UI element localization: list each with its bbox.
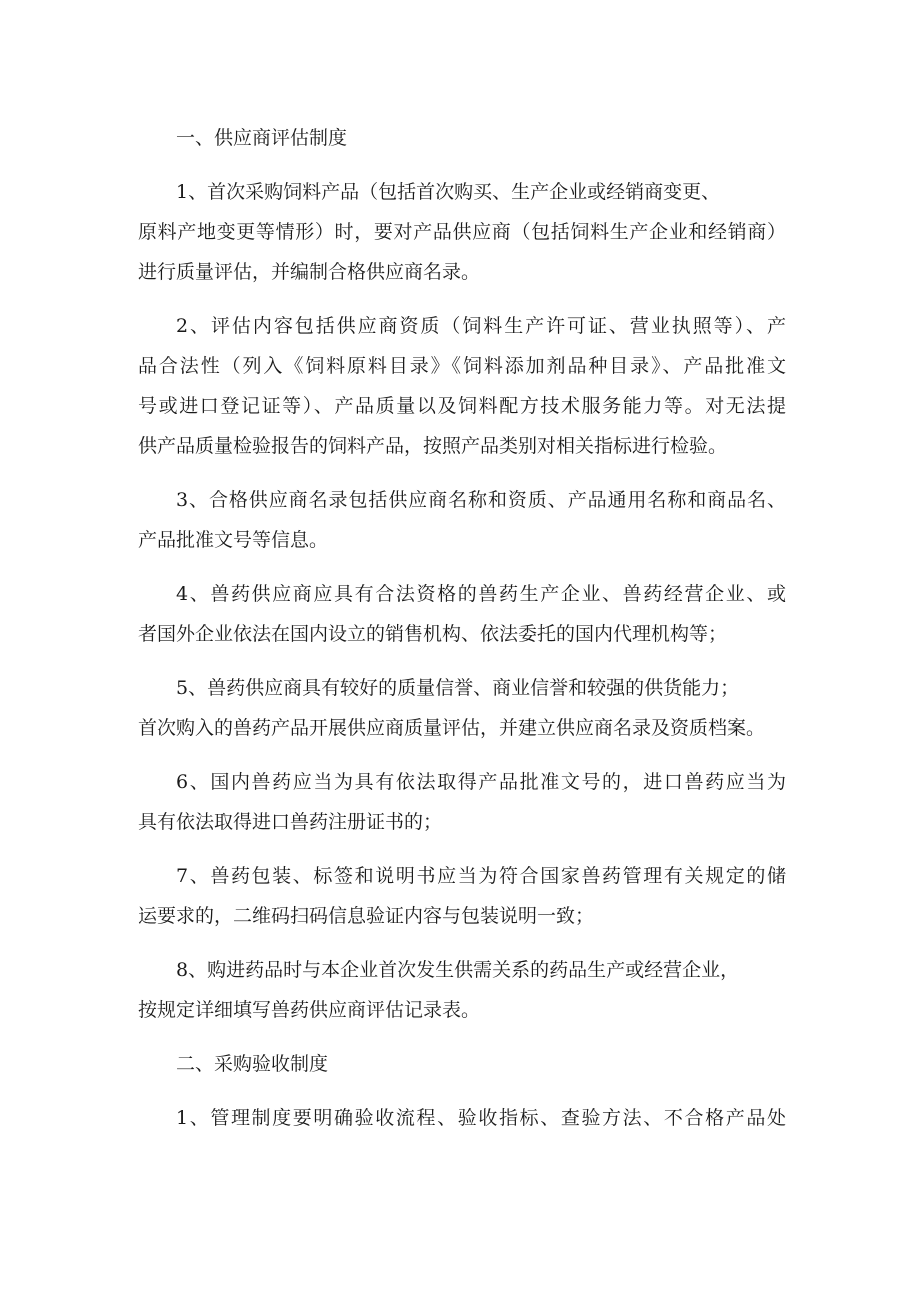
paragraph-line: 品合法性（列入《饲料原料目录》《饲料添加剂品种目录》、产品批准文 xyxy=(138,355,786,377)
paragraph-line: 6、国内兽药应当为具有依法取得产品批准文号的，进口兽药应当为 xyxy=(176,771,786,793)
paragraph-line: 7、兽药包装、标签和说明书应当为符合国家兽药管理有关规定的储 xyxy=(176,865,786,887)
paragraph-line: 8、购进药品时与本企业首次发生供需关系的药品生产或经营企业， xyxy=(176,959,740,981)
section-heading: 二、采购验收制度 xyxy=(176,1053,329,1075)
paragraph-line: 2、评估内容包括供应商资质（饲料生产许可证、营业执照等）、产 xyxy=(176,315,786,337)
paragraph-4 xyxy=(138,574,788,654)
paragraph-8 xyxy=(138,950,788,1030)
paragraph-line: 者国外企业依法在国内设立的销售机构、依法委托的国内代理机构等； xyxy=(138,623,728,645)
paragraph-line: 首次购入的兽药产品开展供应商质量评估，并建立供应商名录及资质档案。 xyxy=(138,717,766,739)
paragraph-line: 3、合格供应商名录包括供应商名称和资质、产品通用名称和商品名、 xyxy=(176,489,786,511)
paragraph-line: 4、兽药供应商应具有合法资格的兽药生产企业、兽药经营企业、或 xyxy=(176,583,786,605)
paragraph-line: 运要求的，二维码扫码信息验证内容与包装说明一致； xyxy=(138,905,595,927)
paragraph-line: 供产品质量检验报告的饲料产品，按照产品类别对相关指标进行检验。 xyxy=(138,435,728,457)
paragraph-5 xyxy=(138,668,788,748)
paragraph-line: 1、首次采购饲料产品（包括首次购买、生产企业或经销商变更、 xyxy=(176,181,721,203)
section-heading: 一、供应商评估制度 xyxy=(176,127,348,149)
paragraph-line: 按规定详细填写兽药供应商评估记录表。 xyxy=(138,999,481,1021)
paragraph-line: 原料产地变更等情形）时，要对产品供应商（包括饲料生产企业和经销商） xyxy=(138,221,786,243)
paragraph-6 xyxy=(138,762,788,842)
paragraph-line: 产品批准文号等信息。 xyxy=(138,529,329,551)
document-body xyxy=(138,118,788,1138)
paragraph-line: 进行质量评估，并编制合格供应商名录。 xyxy=(138,261,481,283)
paragraph-7 xyxy=(138,856,788,936)
paragraph-2 xyxy=(138,306,788,466)
paragraph-1 xyxy=(138,172,788,292)
paragraph-line: 1、管理制度要明确验收流程、验收指标、查验方法、不合格产品处 xyxy=(176,1107,786,1129)
paragraph-line: 具有依法取得进口兽药注册证书的； xyxy=(138,811,443,833)
paragraph-3 xyxy=(138,480,788,560)
paragraph-line: 5、兽药供应商具有较好的质量信誉、商业信誉和较强的供货能力； xyxy=(176,677,740,699)
paragraph-9 xyxy=(138,1098,788,1138)
paragraph-line: 号或进口登记证等）、产品质量以及饲料配方技术服务能力等。对无法提 xyxy=(138,395,786,417)
